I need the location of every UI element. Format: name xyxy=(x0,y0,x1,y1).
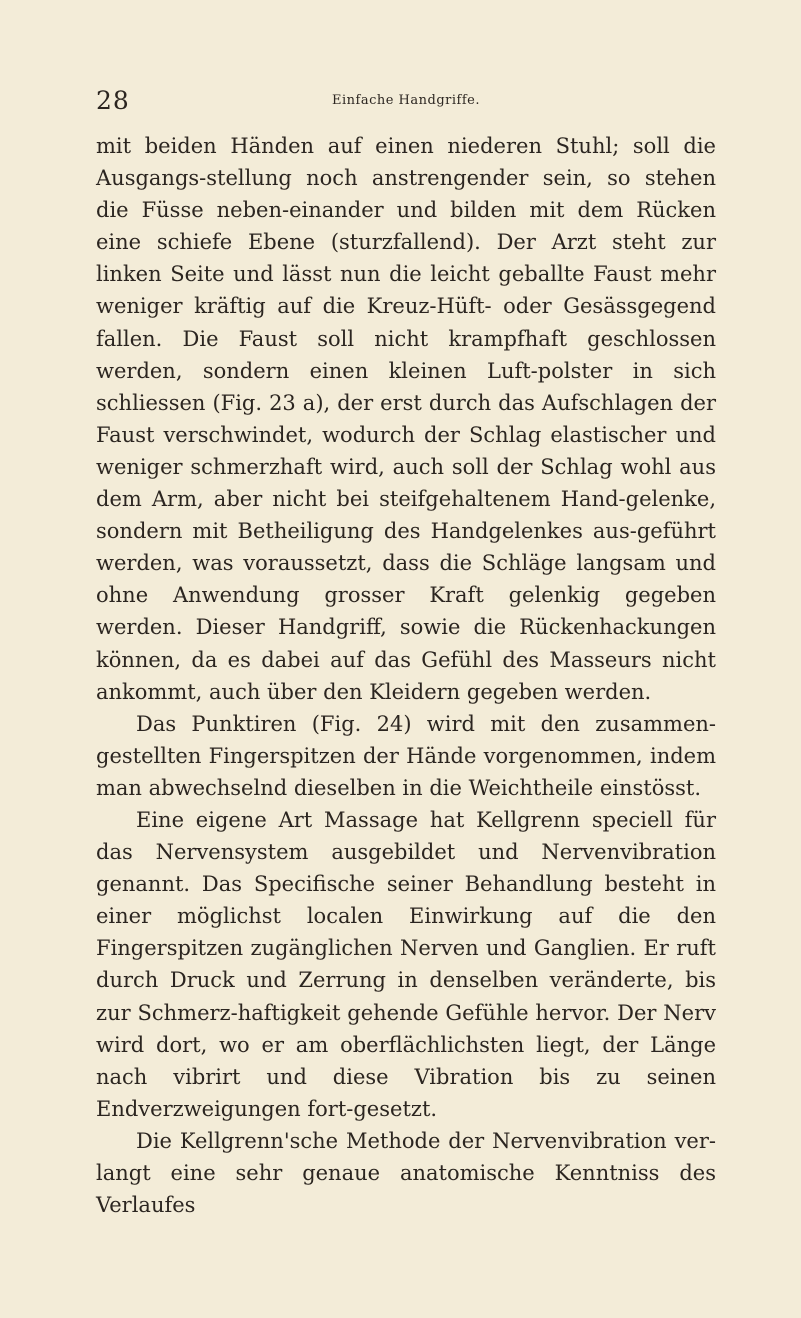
paragraph: Eine eigene Art Massage hat Kellgrenn speciell für das Nervensystem ausgebildet und Nervenvibration genannt. Das Specifische seiner Behandlung besteht in einer möglichst localen Einwirkung auf die den Fingerspitzen zugänglichen Nerven und Ganglien. Er ruft durch Druck und Zerrung in denselben veränderte, bis zur Schmerz-haftigkeit gehende Gefühle hervor. Der Nerv wird dort, wo er am oberflächlichsten liegt, der Länge nach vibrirt und diese Vibration bis zu seinen Endverzweigungen fort-gesetzt. xyxy=(96,807,716,1121)
paragraph: mit beiden Händen auf einen niederen Stuhl; soll die Ausgangs-stellung noch anstrengender sein, so stehen die Füsse neben-einander und bilden mit dem Rücken eine schiefe Ebene (sturzfallend). Der Arzt steht zur linken Seite und lässt nun die leicht geballte Faust mehr weniger kräftig auf die Kreuz-Hüft- oder Gesässgegend fallen. Die Faust soll nicht krampfhaft geschlossen werden, sondern einen kleinen Luft-polster in sich schliessen (Fig. 23 a), der erst durch das Aufschlagen der Faust verschwindet, wodurch der Schlag elastischer und weniger schmerzhaft wird, auch soll der Schlag wohl aus dem Arm, aber nicht bei steifgehaltenem Hand-gelenke, sondern mit Betheiligung des Handgelenkes aus-geführt werden, was voraussetzt, dass die Schläge langsam und ohne Anwendung grosser Kraft gelenkig gegeben werden. Dieser Handgriff, sowie die Rückenhackungen können, da es dabei auf das Gefühl des Masseurs nicht ankommt, auch über den Kleidern gegeben werden. xyxy=(96,134,716,704)
body-text xyxy=(96,130,716,1221)
page-header xyxy=(96,86,716,118)
paragraph: Die Kellgrenn'sche Methode der Nervenvibration ver-langt eine sehr genaue anatomische Kenntniss des Verlaufes xyxy=(96,1128,716,1218)
paragraph: Das Punktiren (Fig. 24) wird mit den zusammen-gestellten Fingerspitzen der Hände vorgenommen, indem man abwechselnd dieselben in die Weichtheile einstösst. xyxy=(96,711,716,800)
page-number: 28 xyxy=(96,86,130,115)
running-title: Einfache Handgriffe. xyxy=(332,93,480,108)
